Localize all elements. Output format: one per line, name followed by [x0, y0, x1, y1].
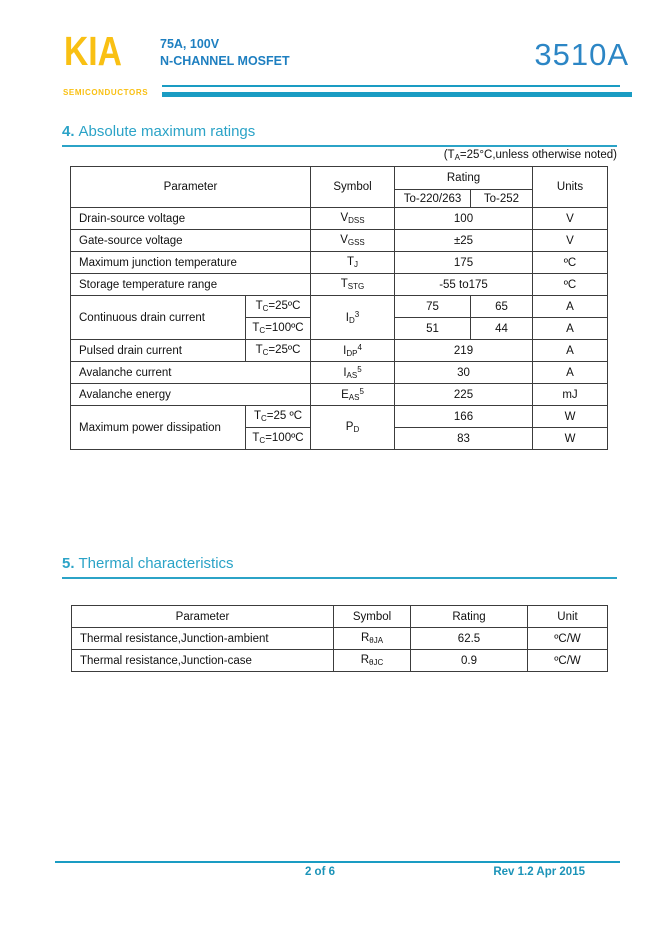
unit-cell: A: [533, 340, 608, 362]
amr-row-storage-temp-range: [71, 274, 608, 296]
rating-cell: -55 to175: [395, 274, 533, 296]
thermal-row-junction-ambient: [72, 628, 608, 650]
rating-cell: 0.9: [411, 650, 528, 672]
symbol-cell: $I_D^3$: [311, 296, 395, 340]
section-5-text: Thermal characteristics: [78, 555, 234, 572]
symbol-cell: $I_{AS}^5$: [311, 362, 395, 384]
kia-logo: KIA: [64, 28, 122, 74]
unit-cell: W: [533, 428, 608, 450]
rating-cell-to220: 51: [395, 318, 471, 340]
section-4-number: 4.: [62, 123, 75, 140]
parameter-cell: Thermal resistance,Junction-case: [72, 650, 334, 672]
amr-row-max-power-dissipation-25c: [71, 406, 608, 428]
rating-cell: 225: [395, 384, 533, 406]
symbol-cell: $V_{DSS}$: [311, 208, 395, 230]
page-number: 2 of 6: [304, 866, 336, 878]
unit-cell: ºC: [533, 252, 608, 274]
header-rule-thin: [162, 85, 620, 87]
amr-row-pulsed-drain-current: [71, 340, 608, 362]
symbol-cell: $T_{STG}$: [311, 274, 395, 296]
thermal-header-row: [72, 606, 608, 628]
parameter-cell: Gate-source voltage: [71, 230, 311, 252]
unit-cell: mJ: [533, 384, 608, 406]
symbol-cell: $P_D$: [311, 406, 395, 450]
parameter-cell: Avalanche energy: [71, 384, 311, 406]
thermal-row-junction-case: [72, 650, 608, 672]
amr-row-avalanche-current: [71, 362, 608, 384]
amr-header-row-1: [71, 167, 608, 190]
parameter-cell: Maximum power dissipation: [71, 406, 246, 450]
condition-cell: $T_C=100ºC$: [246, 428, 311, 450]
rating-cell: 30: [395, 362, 533, 384]
unit-cell: ºC: [533, 274, 608, 296]
amr-row-continuous-drain-current-25c: [71, 296, 608, 318]
condition-cell: $T_C=25ºC$: [246, 296, 311, 318]
condition-cell: $T_C=25$ ºC: [246, 406, 311, 428]
unit-cell: A: [533, 318, 608, 340]
thermal-header-symbol: Symbol: [334, 606, 411, 628]
device-spec: [160, 36, 290, 70]
symbol-cell: $T_J$: [311, 252, 395, 274]
device-type-line: N-CHANNEL MOSFET: [160, 54, 290, 68]
rating-cell-to252: 44: [471, 318, 533, 340]
device-rating-line: 75A, 100V: [160, 37, 220, 51]
revision-label: Rev 1.2 Apr 2015: [493, 866, 585, 878]
rating-cell: 166: [395, 406, 533, 428]
unit-cell: W: [533, 406, 608, 428]
amr-row-max-junction-temp: [71, 252, 608, 274]
symbol-cell: $V_{GSS}$: [311, 230, 395, 252]
amr-header-units: Units: [533, 167, 608, 208]
rating-cell-to252: 65: [471, 296, 533, 318]
rating-cell: ±25: [395, 230, 533, 252]
section-5-number: 5.: [62, 555, 75, 572]
unit-cell: V: [533, 230, 608, 252]
thermal-header-parameter: Parameter: [72, 606, 334, 628]
amr-header-package-b: To-252: [471, 190, 533, 208]
part-number: 3510A: [534, 37, 629, 72]
symbol-cell: $R_{\theta JA}$: [334, 628, 411, 650]
conditions-note: ($T_A=25^\circ C,unless$ otherwise noted): [443, 149, 617, 162]
rating-cell: 219: [395, 340, 533, 362]
section-4-title: [62, 123, 255, 140]
parameter-cell: Avalanche current: [71, 362, 311, 384]
condition-cell: $T_C=100ºC$: [246, 318, 311, 340]
rating-cell: 100: [395, 208, 533, 230]
symbol-cell: $R_{\theta JC}$: [334, 650, 411, 672]
unit-cell: A: [533, 362, 608, 384]
amr-row-avalanche-energy: [71, 384, 608, 406]
section-4-text: Absolute maximum ratings: [78, 123, 256, 140]
rating-cell: 83: [395, 428, 533, 450]
footer-rule: [55, 861, 620, 863]
parameter-cell: Storage temperature range: [71, 274, 311, 296]
unit-cell: ºC/W: [528, 650, 608, 672]
unit-cell: ºC/W: [528, 628, 608, 650]
amr-header-package-a: To-220/263: [395, 190, 471, 208]
amr-row-drain-source-voltage: [71, 208, 608, 230]
amr-header-parameter: Parameter: [71, 167, 311, 208]
amr-header-rating: Rating: [395, 167, 533, 190]
symbol-cell: $I_{DP}^4$: [311, 340, 395, 362]
parameter-cell: Continuous drain current: [71, 296, 246, 340]
amr-row-gate-source-voltage: [71, 230, 608, 252]
parameter-cell: Maximum junction temperature: [71, 252, 311, 274]
section-5-underline: [62, 577, 617, 579]
unit-cell: V: [533, 208, 608, 230]
rating-cell: 175: [395, 252, 533, 274]
parameter-cell: Thermal resistance,Junction-ambient: [72, 628, 334, 650]
thermal-header-rating: Rating: [411, 606, 528, 628]
thermal-characteristics-table: [71, 605, 608, 672]
amr-header-symbol: Symbol: [311, 167, 395, 208]
symbol-cell: $E_{AS}^5$: [311, 384, 395, 406]
parameter-cell: Pulsed drain current: [71, 340, 246, 362]
section-4-underline: [62, 145, 617, 147]
section-5-title: [62, 555, 234, 572]
parameter-cell: Drain-source voltage: [71, 208, 311, 230]
condition-cell: $T_C=25ºC$: [246, 340, 311, 362]
logo-subtext: SEMICONDUCTORS: [63, 88, 149, 97]
header-rule-thick: [162, 92, 632, 97]
rating-cell: 62.5: [411, 628, 528, 650]
rating-cell-to220: 75: [395, 296, 471, 318]
absolute-maximum-ratings-table: [70, 166, 608, 450]
unit-cell: A: [533, 296, 608, 318]
thermal-header-unit: Unit: [528, 606, 608, 628]
